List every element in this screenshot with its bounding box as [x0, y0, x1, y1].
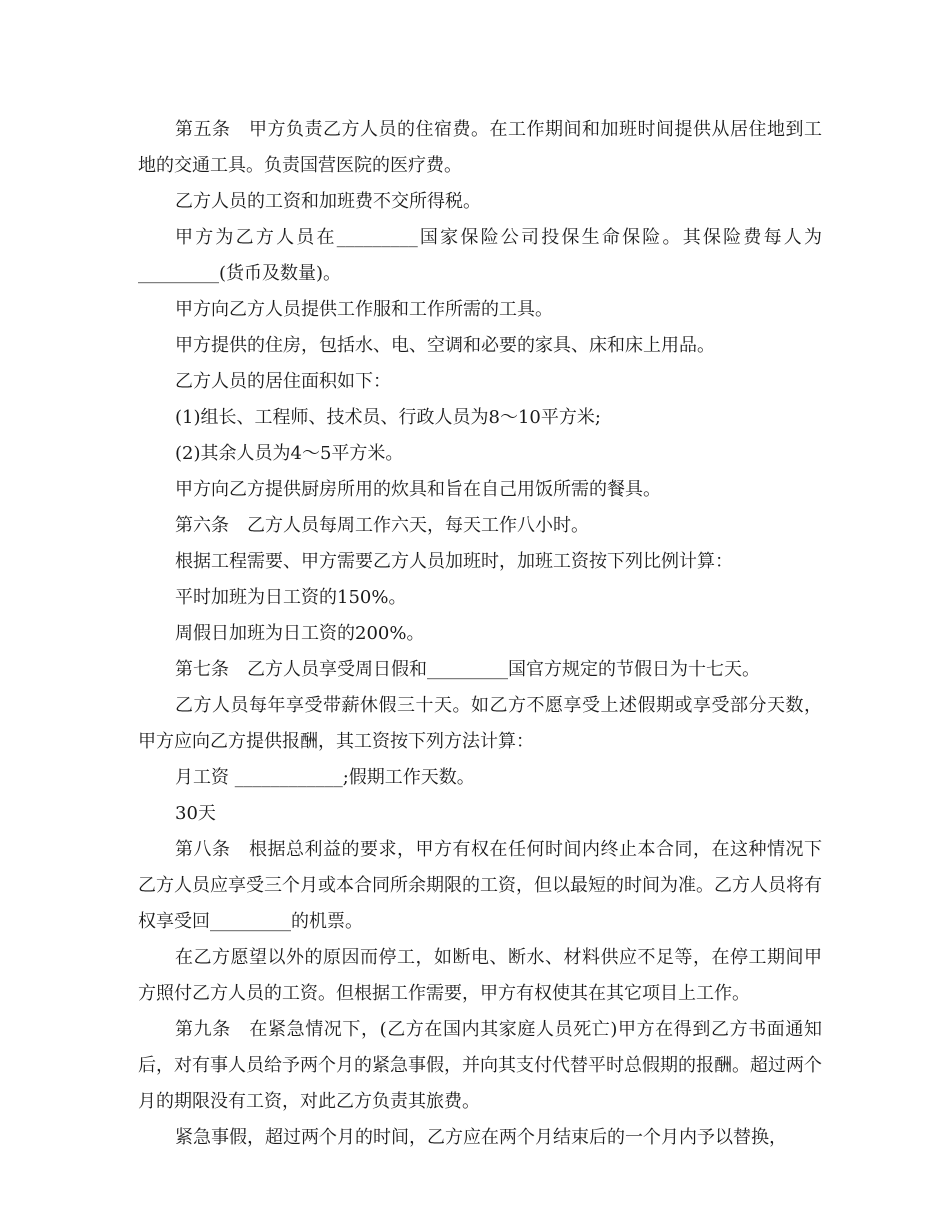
paragraph-overtime-weekday: 平时加班为日工资的150%。 [175, 587, 407, 608]
paragraph-living-area: 乙方人员的居住面积如下： [175, 371, 391, 392]
paragraph-insurance: 甲方为乙方人员在_________国家保险公司投保生命保险。其保险费每人为_________(货币及数量)。 [138, 227, 822, 284]
paragraph-area-1: (1)组长、工程师、技术员、行政人员为8～10平方米; [175, 407, 601, 428]
paragraph-area-2: (2)其余人员为4～5平方米。 [175, 443, 404, 464]
paragraph-salary-formula: 月工资 ____________;假期工作天数。 [175, 767, 475, 788]
paragraph-article-6: 第六条 乙方人员每周工作六天，每天工作八小时。 [175, 515, 589, 536]
paragraph-overtime: 根据工程需要、甲方需要乙方人员加班时，加班工资按下列比例计算： [175, 551, 733, 572]
paragraph-article-8: 第八条 根据总利益的要求，甲方有权在任何时间内终止本合同，在这种情况下乙方人员应享受三个月或本合同所余期限的工资，但以最短的时间为准。乙方人员将有权享受回_________的机票。 [138, 839, 822, 932]
paragraph-article-7: 第七条 乙方人员享受周日假和_________国官方规定的节假日为十七天。 [175, 659, 760, 680]
paragraph-kitchen: 甲方向乙方提供厨房所用的炊具和旨在自己用饭所需的餐具。 [175, 479, 661, 500]
paragraph-article-5: 第五条 甲方负责乙方人员的住宿费。在工作期间和加班时间提供从居住地到工地的交通工具。负责国营医院的医疗费。 [138, 119, 822, 176]
paragraph-emergency-leave: 紧急事假，超过两个月的时间，乙方应在两个月结束后的一个月内予以替换， [175, 1127, 787, 1148]
paragraph-overtime-holiday: 周假日加班为日工资的200%。 [175, 623, 425, 644]
paragraph-article-9: 第九条 在紧急情况下，(乙方在国内其家庭人员死亡)甲方在得到乙方书面通知后，对有事人员给予两个月的紧急事假，并向其支付代替平时总假期的报酬。超过两个月的期限没有工资，对此乙方负责其旅费。 [138, 1019, 822, 1112]
paragraph-work-stoppage: 在乙方愿望以外的原因而停工，如断电、断水、材料供应不足等，在停工期间甲方照付乙方人员的工资。但根据工作需要，甲方有权使其在其它项目上工作。 [138, 947, 822, 1004]
paragraph-paid-leave: 乙方人员每年享受带薪休假三十天。如乙方不愿享受上述假期或享受部分天数，甲方应向乙方提供报酬，其工资按下列方法计算： [138, 695, 822, 752]
document-body [138, 112, 822, 1156]
paragraph-housing: 甲方提供的住房，包括水、电、空调和必要的家具、床和床上用品。 [175, 335, 715, 356]
paragraph-30-days: 30天 [175, 803, 216, 824]
paragraph-workwear: 甲方向乙方人员提供工作服和工作所需的工具。 [175, 299, 553, 320]
paragraph-tax: 乙方人员的工资和加班费不交所得税。 [175, 191, 481, 212]
